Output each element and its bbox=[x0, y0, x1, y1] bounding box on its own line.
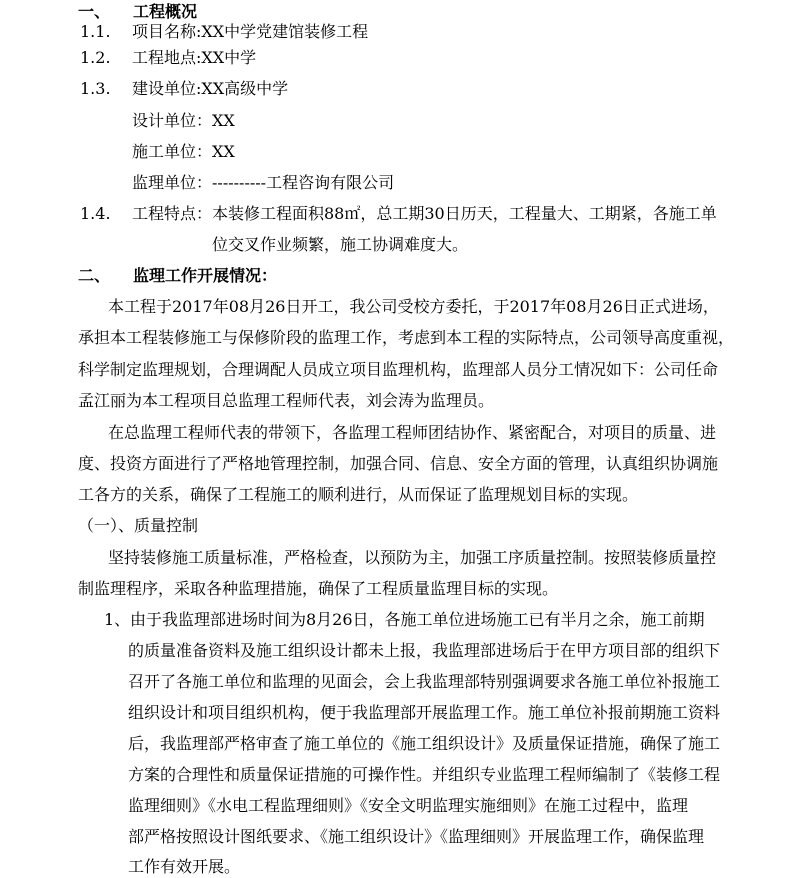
paragraph-line: 孟江丽为本工程项目总监理工程师代表，刘会涛为监理员。 bbox=[78, 391, 495, 410]
section2-title: 监理工作开展情况： bbox=[133, 266, 278, 285]
paragraph-line: 度、投资方面进行了严格地管理控制，加强合同、信息、安全方面的管理，认真组织协调施 bbox=[78, 454, 719, 473]
item-number: 1.1. bbox=[80, 22, 111, 41]
section2-number: 二、 bbox=[78, 266, 111, 285]
subsection-title: （一）、质量控制 bbox=[78, 516, 199, 535]
section1-number: 一、 bbox=[78, 2, 111, 21]
paragraph-line: 工各方的关系，确保了工程施工的顺利进行，从而保证了监理规划目标的实现。 bbox=[78, 485, 639, 504]
project-name: 项目名称:XX中学党建馆装修工程 bbox=[132, 22, 369, 41]
project-location: 工程地点:XX中学 bbox=[132, 48, 257, 67]
paragraph-line: 科学制定监理规划，合理调配人员成立项目监理机构，监理部人员分工情况如下：公司任命 bbox=[78, 360, 719, 379]
item-number: 1.3. bbox=[80, 79, 111, 98]
paragraph-line: 在总监理工程师代表的带领下，各监理工程师团结协作、紧密配合，对项目的质量、进 bbox=[108, 423, 717, 442]
list-item-line: 方案的合理性和质量保证措施的可操作性。并组织专业监理工程师编制了《装修工程 bbox=[128, 765, 721, 784]
list-item-line: 的质量准备资料及施工组织设计都未上报，我监理部进场后于在甲方项目部的组织下 bbox=[128, 641, 721, 660]
list-item-line: 组织设计和项目组织机构，便于我监理部开展监理工作。施工单位补报前期施工资料 bbox=[128, 703, 721, 722]
list-item-line: 由于我监理部进场时间为8月26日，各施工单位进场施工已有半月之余，施工前期 bbox=[130, 610, 705, 629]
project-features-line: 位交叉作业频繁，施工协调难度大。 bbox=[212, 235, 469, 254]
project-features-line: 工程特点：本装修工程面积88㎡，总工期30日历天，工程量大、工期紧，各施工单 bbox=[132, 204, 717, 223]
paragraph-line: 坚持装修施工质量标准，严格检查，以预防为主，加强工序质量控制。按照装修质量控 bbox=[108, 548, 717, 567]
construction-unit: 施工单位：XX bbox=[132, 142, 235, 161]
list-item-line: 监理细则》《水电工程监理细则》《安全文明监理实施细则》在施工过程中，监理 bbox=[128, 796, 689, 815]
design-unit: 设计单位：XX bbox=[132, 111, 235, 130]
list-item-line: 召开了各施工单位和监理的见面会，会上我监理部特别强调要求各施工单位补报施工 bbox=[128, 672, 721, 691]
construction-owner: 建设单位:XX高级中学 bbox=[132, 79, 289, 98]
supervision-unit: 监理单位：----------工程咨询有限公司 bbox=[132, 173, 395, 192]
item-number: 1.4. bbox=[80, 204, 111, 223]
list-item-line: 部严格按照设计图纸要求、《施工组织设计》《监理细则》开展监理工作，确保监理 bbox=[128, 827, 705, 846]
list-number: 1、 bbox=[104, 610, 131, 629]
section1-title: 工程概况 bbox=[133, 2, 198, 21]
paragraph-line: 本工程于2017年08月26日开工，我公司受校方委托，于2017年08月26日正式进场， bbox=[108, 297, 719, 316]
paragraph-line: 承担本工程装修施工与保修阶段的监理工作，考虑到本工程的实际特点，公司领导高度重视， bbox=[78, 328, 735, 347]
list-item-line: 工作有效开展。 bbox=[128, 857, 241, 876]
list-item-line: 后，我监理部严格审查了施工单位的《施工组织设计》及质量保证措施，确保了施工 bbox=[128, 734, 721, 753]
paragraph-line: 制监理程序，采取各种监理措施，确保了工程质量监理目标的实现。 bbox=[78, 579, 559, 598]
item-number: 1.2. bbox=[80, 48, 111, 67]
